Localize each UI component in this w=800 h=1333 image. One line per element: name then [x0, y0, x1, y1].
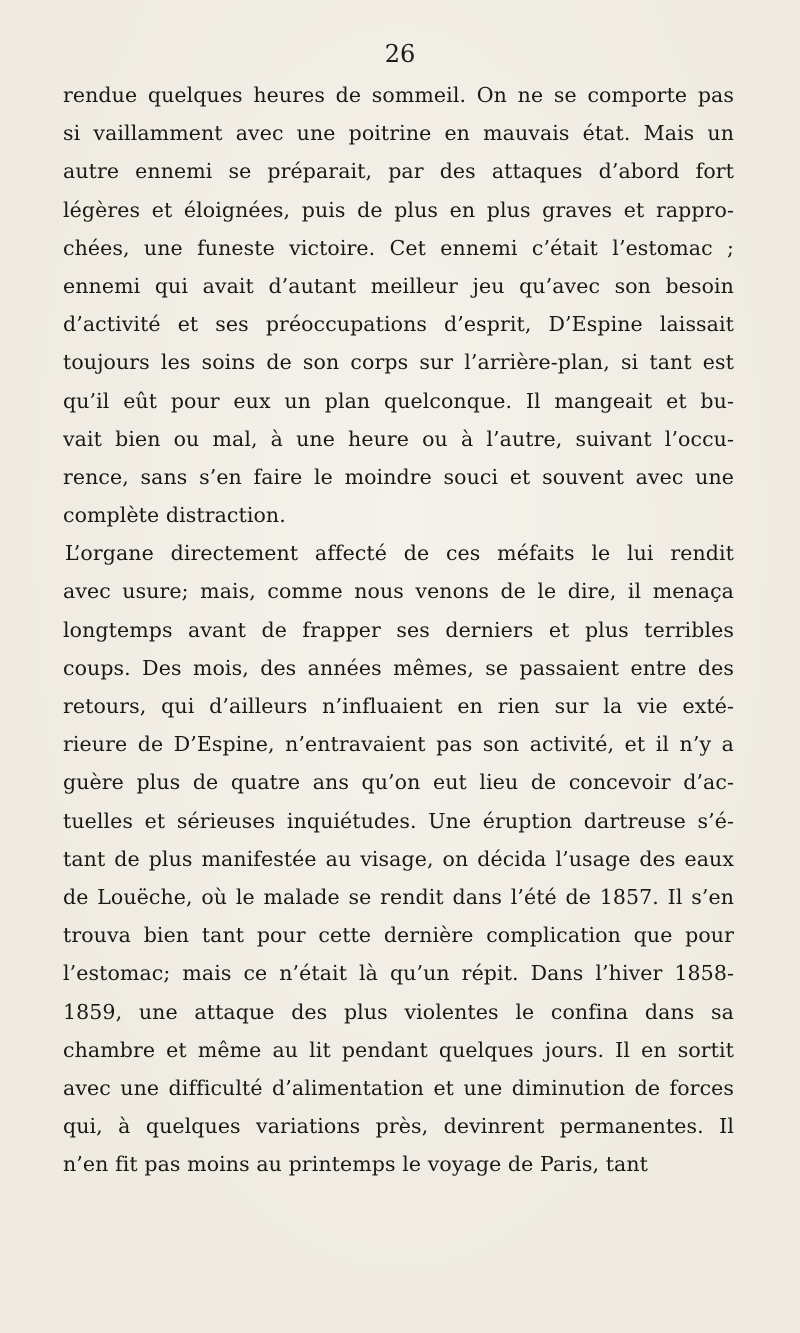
text-line: n’en fit pas moins au printemps le voyage de Paris, tant — [63, 1152, 648, 1177]
text-line: avec usure; mais, comme nous venons de le dire, il menaça — [63, 579, 734, 604]
text-line: trouva bien tant pour cette dernière complication que pour — [63, 923, 734, 948]
text-line: retours, qui d’ailleurs n’influaient en rien sur la vie exté- — [63, 694, 734, 718]
text-line: si vaillamment avec une poitrine en mauvais état. Mais un — [63, 121, 734, 146]
text-line: autre ennemi se préparait, par des attaques d’abord fort — [63, 159, 734, 184]
text-line: rendue quelques heures de sommeil. On ne se comporte pas — [63, 83, 734, 107]
text-line: 1859, une attaque des plus violentes le confina dans sa — [63, 999, 734, 1024]
text-line: chées, une funeste victoire. Cet ennemi c’était l’estomac ; — [63, 235, 734, 260]
text-line: tant de plus manifestée au visage, on décida l’usage des eaux — [63, 846, 734, 871]
text-line: coups. Des mois, des années mêmes, se passaient entre des — [63, 655, 734, 680]
text-line: toujours les soins de son corps sur l’arrière-plan, si tant est — [63, 350, 734, 375]
text-line: rieure de D’Espine, n’entravaient pas son activité, et il n’y a — [63, 732, 734, 757]
text-line: d’activité et ses préoccupations d’esprit, D’Espine laissait — [63, 312, 734, 337]
text-line: guère plus de quatre ans qu’on eut lieu de concevoir d’ac- — [63, 770, 734, 795]
text-line: vait bien ou mal, à une heure ou à l’autre, suivant l’occu- — [63, 426, 734, 451]
text-line: rence, sans s’en faire le moindre souci et souvent avec une — [63, 464, 734, 489]
text-line: tuelles et sérieuses inquiétudes. Une éruption dartreuse s’é- — [63, 808, 734, 833]
text-line: longtemps avant de frapper ses derniers et plus terribles — [63, 617, 734, 642]
text-line: de Louëche, où le malade se rendit dans l’été de 1857. Il s’en — [63, 884, 734, 909]
body-text — [63, 76, 734, 1183]
text-line: L’organe directement affecté de ces méfaits le lui rendit — [65, 541, 734, 566]
text-line: complète distraction. — [63, 503, 286, 528]
page-number: 26 — [384, 40, 416, 68]
text-line: ennemi qui avait d’autant meilleur jeu qu’avec son besoin — [63, 273, 734, 298]
text-line: qui, à quelques variations près, devinrent permanentes. Il — [63, 1114, 734, 1139]
text-line: l’estomac; mais ce n’était là qu’un répit. Dans l’hiver 1858- — [63, 961, 734, 986]
text-line: légères et éloignées, puis de plus en plus graves et rappro- — [63, 197, 734, 222]
text-line: chambre et même au lit pendant quelques jours. Il en sortit — [63, 1037, 734, 1062]
text-line: avec une difficulté d’alimentation et une diminution de forces — [63, 1075, 734, 1100]
text-line: qu’il eût pour eux un plan quelconque. Il mangeait et bu- — [63, 388, 734, 413]
